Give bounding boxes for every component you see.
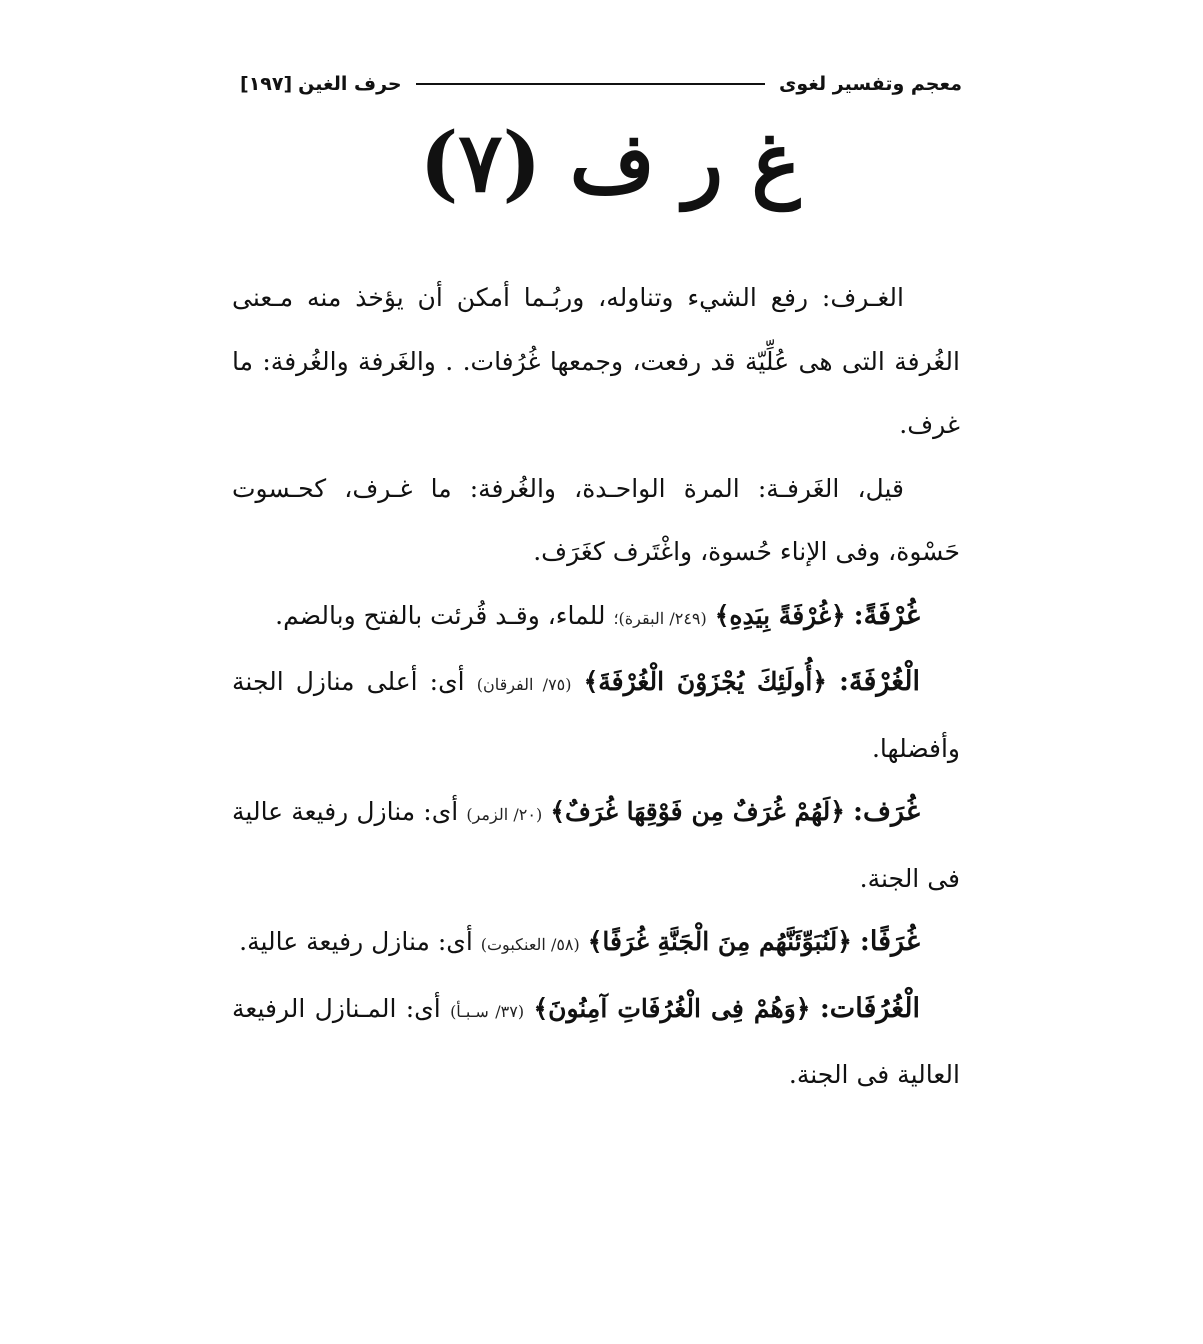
running-header <box>240 66 962 102</box>
headword: غُرَفًا: <box>859 926 920 957</box>
entry-gloss: أى: منازل رفيعة عالية فى الجنة. <box>232 797 960 893</box>
book-title: معجم وتفسير لغوى <box>778 73 962 95</box>
headword: غُرَف: <box>853 796 920 827</box>
section-name: حرف الغين <box>298 73 402 95</box>
headword: غُرْفَةً: <box>853 599 920 631</box>
headword: الْغُرْفَةَ: <box>839 666 921 697</box>
quran-quote: ﴿لَهُمْ غُرَفٌ مِن فَوْقِهَا غُرَفٌ﴾ <box>550 797 845 826</box>
verse-reference: (٣٧/ سـبـأ) <box>450 1001 525 1021</box>
quran-quote: ﴿وَهُمْ فِى الْغُرُفَاتِ آمِنُونَ﴾ <box>533 993 811 1023</box>
entry-gloss: أى: المـنازل الرفيعة العالية فى الجنة. <box>232 993 960 1089</box>
verse-reference: (٥٨/ العنكبوت) <box>480 935 580 954</box>
verse-reference: (٢٤٩/ البقرة)؛ <box>613 608 707 628</box>
intro-paragraph: الغـرف: رفع الشيء وتناوله، وربُـما أمكن أن يؤخذ منه مـعنى الغُرفة التى هى عُلِّيّة قد رفعت، وجمعها غُرُفات. . والغَرفة والغُرفة: ما غرف. <box>232 283 960 439</box>
quran-quote: ﴿لَنُبَوِّئَنَّهُم مِنَ الْجَنَّةِ غُرَفًا﴾ <box>587 927 852 956</box>
quran-quote: ﴿غُرْفَةً بِيَدِهِ﴾ <box>714 600 846 630</box>
root-heading: غ ر ف (٧) <box>419 115 801 211</box>
usage-entry <box>232 910 960 977</box>
usage-entry <box>232 650 960 780</box>
entry-body <box>232 266 960 1107</box>
quran-quote: ﴿أُولَئِكَ يُجْزَوْنَ الْغُرْفَةَ﴾ <box>583 667 827 696</box>
headword: الْغُرُفَات: <box>819 992 920 1024</box>
section-info <box>240 73 402 95</box>
entry-gloss: أى: منازل رفيعة عالية. <box>239 927 473 956</box>
verse-reference: (٢٠/ الزمر) <box>466 805 543 824</box>
usage-entry <box>232 584 960 651</box>
usage-entry <box>232 977 960 1107</box>
entry-gloss: للماء، وقـد قُرئت بالفتح وبالضم. <box>275 600 606 630</box>
page-number: [١٩٧] <box>240 73 293 95</box>
entry-gloss: أى: أعلى منازل الجنة وأفضلها. <box>232 667 960 763</box>
verse-reference: (٧٥/ الفرقان) <box>476 675 572 694</box>
header-rule <box>416 83 765 85</box>
intro-paragraph: قيل، الغَرفـة: المرة الواحـدة، والغُرفة: ما غـرف، كحـسوت حَسْوة، وفى الإناء حُسوة، واغْتَرف كغَرَف. <box>232 473 960 566</box>
usage-entry <box>232 780 960 910</box>
